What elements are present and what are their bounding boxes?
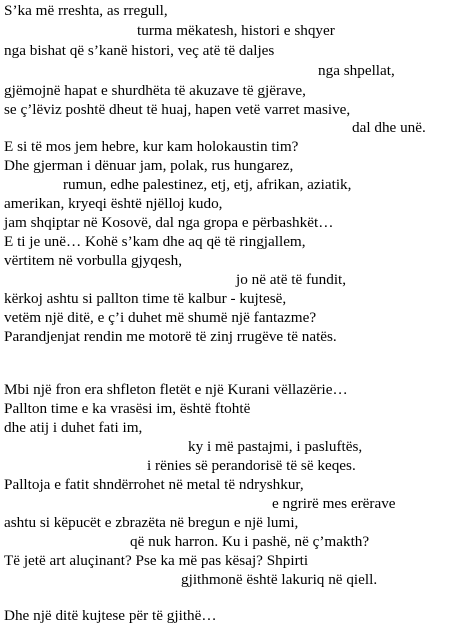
poem-line: ky i më pastajmi, i pasluftës, [188, 438, 363, 455]
poem-line: Mbi një fron era shfleton fletët e një Kurani vëllazërie… [4, 381, 348, 398]
poem-line: vetëm një ditë, e ç’i duhet më shumë një fantazme? [4, 309, 317, 326]
poem-line: që nuk harron. Ku i pashë, në ç’makth? [130, 533, 370, 550]
poem-line: gjithmonë është lakuriq në qiell. [181, 571, 378, 588]
poem-line: Pallton time e ka vrasësi im, është ftohtë [4, 400, 251, 417]
poem-line: vërtitem në vorbulla gjyqesh, [4, 252, 182, 269]
poem-line: E si të mos jem hebre, kur kam holokaustin tim? [4, 138, 299, 155]
poem-line: jo në atë të fundit, [236, 271, 347, 288]
poem-line: ashtu si këpucët e zbrazëta në bregun e një lumi, [4, 514, 299, 531]
poem-line: dal dhe unë. [352, 119, 426, 136]
poem-line: se ç’lëviz poshtë dheut të huaj, hapen vetë varret masive, [4, 101, 351, 118]
poem-line: gjëmojnë hapat e shurdhëta të akuzave të gjërave, [4, 82, 306, 99]
poem-line: amerikan, kryeqi është njëlloj kudo, [4, 195, 223, 212]
poem-line: rumun, edhe palestinez, etj, etj, afrikan, aziatik, [63, 176, 352, 193]
poem-line: Të jetë art aluçinant? Pse ka më pas kësaj? Shpirti [4, 552, 309, 569]
poem-line: nga bishat që s’kanë histori, veç atë të daljes [4, 42, 275, 59]
poem-line: turma mëkatesh, histori e shqyer [137, 22, 335, 39]
poem-line: Dhe gjerman i dënuar jam, polak, rus hungarez, [4, 157, 294, 174]
poem-line: jam shqiptar në Kosovë, dal nga gropa e përbashkët… [4, 214, 334, 231]
poem-line: kërkoj ashtu si pallton time të kalbur - kujtesë, [4, 290, 287, 307]
poem-line: Parandjenjat rendin me motorë të zinj rrugëve të natës. [4, 328, 337, 345]
poem-line: S’ka më rreshta, as rregull, [4, 2, 168, 19]
poem-line: i rënies së perandorisë të së keqes. [147, 457, 356, 474]
poem-line: e ngrirë mes erërave [272, 495, 396, 512]
poem-line: dhe atij i duhet fati im, [4, 419, 143, 436]
poem-line: E ti je unë… Kohë s’kam dhe aq që të ringjallem, [4, 233, 306, 250]
poem-line: Palltoja e fatit shndërrohet në metal të ndryshkur, [4, 476, 304, 493]
poem-line: nga shpellat, [318, 62, 395, 79]
poem-line: Dhe një ditë kujtese për të gjithë… [4, 607, 217, 624]
